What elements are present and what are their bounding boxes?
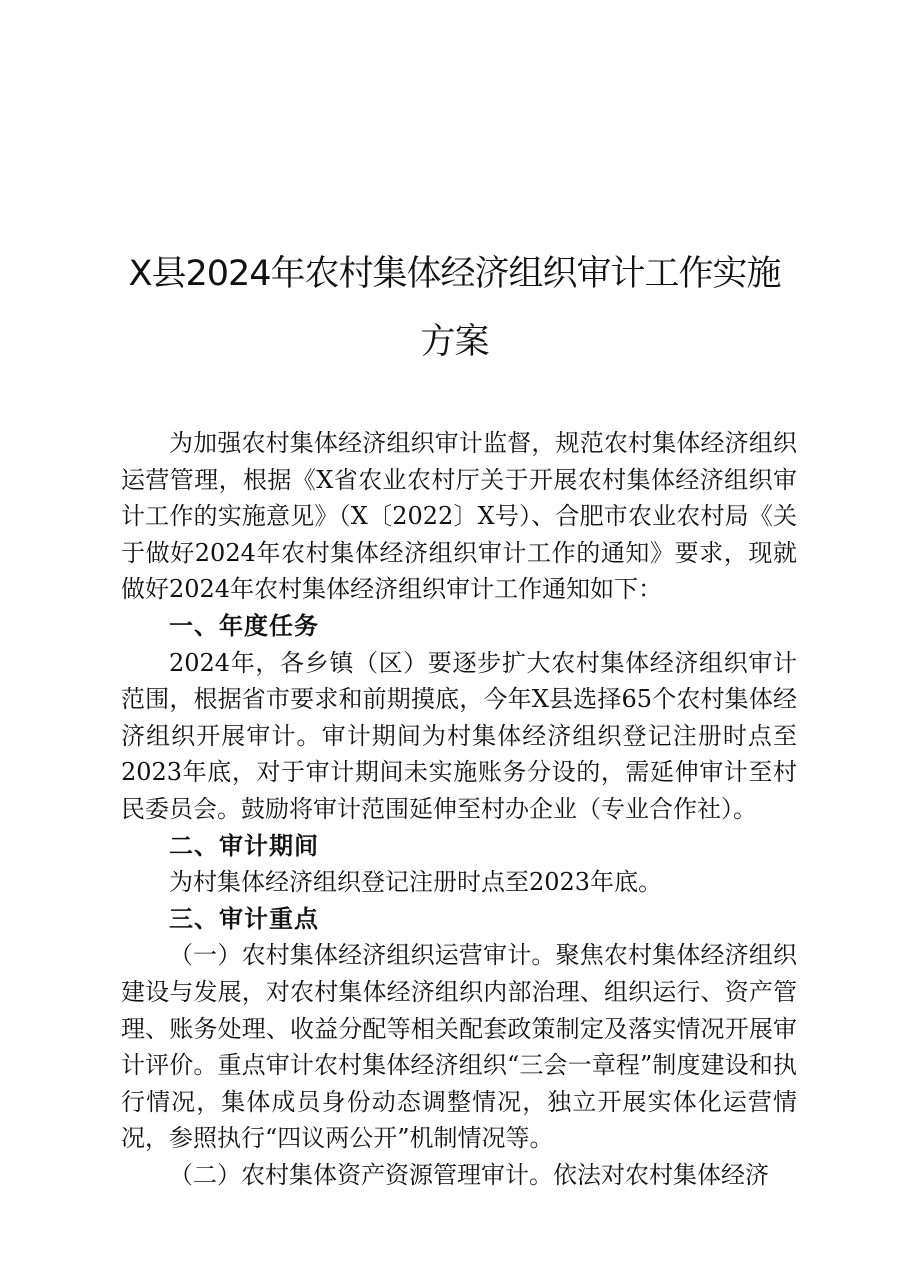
intro-paragraph: 为加强农村集体经济组织审计监督，规范农村集体经济组织运营管理，根据《X省农业农村厅关于开展农村集体经济组织审计工作的实施意见》（X〔2022〕X号）、合肥市农业农村局《关于做好2024年农村集体经济组织审计工作的通知》要求，现就做好2024年农村集体经济组织审计工作通知如下： xyxy=(121,429,797,604)
audit-focus-item-1: （一）农村集体经济组织运营审计。聚焦农村集体经济组织建设与发展，对农村集体经济组织内部治理、组织运行、资产管理、账务处理、收益分配等相关配套政策制定及落实情况开展审计评价。重点审计农村集体经济组织“三会一章程”制度建设和执行情况，集体成员身份动态调整情况，独立开展实体化运营情况，参照执行“四议两公开”机制情况等。 xyxy=(121,941,797,1153)
document-title-line-1: X县2024年农村集体经济组织审计工作实施 xyxy=(128,254,781,294)
section-heading-annual-tasks: 一、年度任务 xyxy=(169,611,319,640)
section-heading-audit-focus: 三、审计重点 xyxy=(169,904,319,933)
audit-focus-item-2: （二）农村集体资产资源管理审计。依法对农村集体经济 xyxy=(169,1160,769,1189)
audit-period-paragraph: 为村集体经济组织登记注册时点至2023年底。 xyxy=(169,868,663,897)
annual-tasks-paragraph: 2024年，各乡镇（区）要逐步扩大农村集体经济组织审计范围，根据省市要求和前期摸底，今年X县选择65个农村集体经济组织开展审计。审计期间为村集体经济组织登记注册时点至2023年底，对于审计期间未实施账务分设的，需延伸审计至村民委员会。鼓励将审计范围延伸至村办企业（专业合作社）。 xyxy=(121,648,797,823)
document-body xyxy=(121,425,797,1193)
section-heading-audit-period: 二、审计期间 xyxy=(169,831,319,860)
document-title-line-2: 方案 xyxy=(420,322,489,362)
